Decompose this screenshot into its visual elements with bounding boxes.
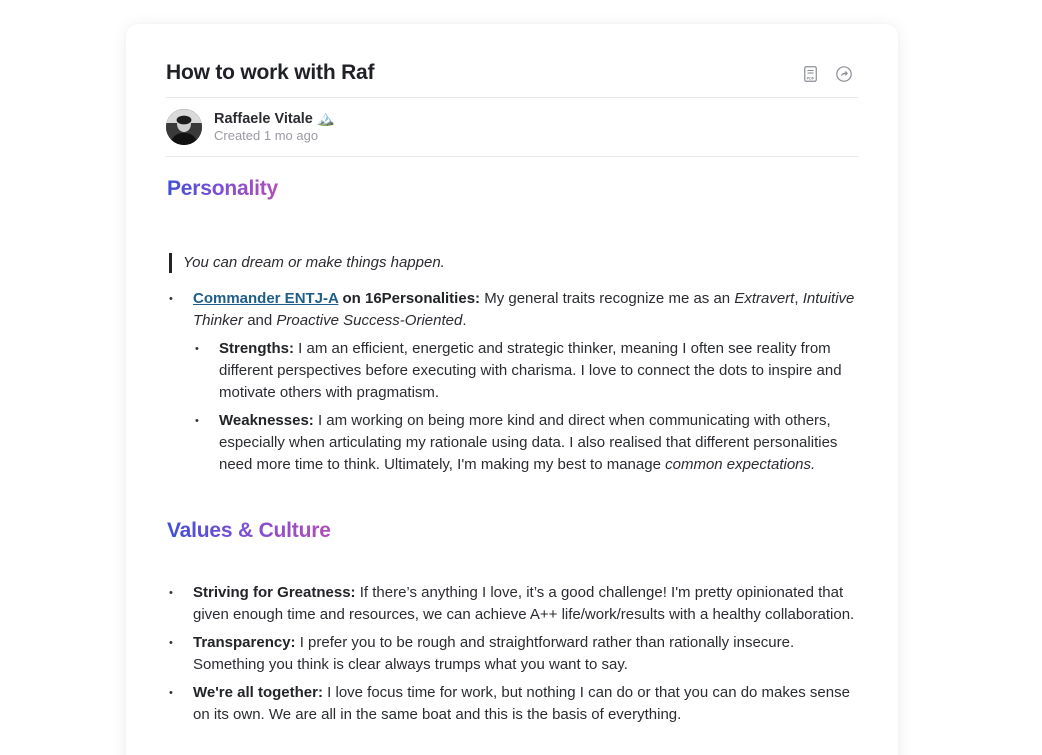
author-name[interactable] <box>214 110 335 128</box>
list-item-text: . <box>462 312 467 329</box>
weaknesses-italic: common expectations. <box>665 456 816 473</box>
avatar[interactable] <box>166 109 202 145</box>
list-item <box>167 682 867 726</box>
list-item-text: , <box>794 290 803 307</box>
strengths-label: Strengths: <box>219 340 294 357</box>
list-item-italic: Extravert <box>734 290 795 307</box>
list-item-italic: Proactive Success-Oriented <box>276 312 463 329</box>
header-actions <box>802 66 852 82</box>
list-item <box>167 288 867 476</box>
export-pdf-button[interactable] <box>802 66 818 82</box>
values-list <box>167 582 867 732</box>
list-item-weaknesses <box>193 410 867 476</box>
value-label: Transparency: <box>193 634 296 651</box>
author-row <box>166 97 858 157</box>
personality-sublist <box>193 338 867 476</box>
list-item <box>167 582 867 626</box>
document-header <box>166 60 858 98</box>
mountain-emoji-icon: 🏔️ <box>316 111 335 127</box>
value-text: If there’s anything I love, it’s a good challenge! I'm pretty opinionated that given enough time and resources, we can achieve A++ life/work/results with a healthy collaboration. <box>193 584 855 623</box>
list-item-italic: Intuitive Thinker <box>193 290 855 329</box>
share-icon <box>836 66 852 82</box>
pdf-icon <box>804 66 817 82</box>
author-name-text: Raffaele Vitale <box>214 111 313 127</box>
weaknesses-label: Weaknesses: <box>219 412 314 429</box>
personality-list <box>167 288 867 482</box>
list-item <box>167 632 867 676</box>
weaknesses-text: I am working on being more kind and direct when communicating with others, especially when articulating my rationale using data. I also realised that different personalities need more time to think. Ultimately, I'm making my best to manage <box>219 412 838 473</box>
created-timestamp: Created 1 mo ago <box>214 128 319 143</box>
page-title: How to work with Raf <box>166 61 375 84</box>
list-item-text: My general traits recognize me as an <box>480 290 735 307</box>
value-text: I love focus time for work, but nothing I can do or that you can do makes sense on its own. We are all in the same boat and this is the basis of everything. <box>193 684 850 723</box>
heading-values-culture: Values & Culture <box>167 516 331 546</box>
list-item-bold: on 16Personalities: <box>338 290 481 307</box>
strengths-text: I am an efficient, energetic and strategic thinker, meaning I often see reality from different perspectives before executing with charisma. I love to connect the dots to inspire and motivate others with pragmatism. <box>219 340 842 401</box>
list-item-strengths <box>193 338 867 404</box>
avatar-image <box>166 109 202 145</box>
value-text: I prefer you to be rough and straightforward rather than rationally insecure. Something you think is clear always trumps what you want to say. <box>193 634 795 673</box>
svg-text:PDF: PDF <box>806 76 814 81</box>
document-card <box>126 24 898 755</box>
commander-entj-link[interactable]: Commander ENTJ-A <box>193 290 339 307</box>
share-button[interactable] <box>836 66 852 82</box>
blockquote: You can dream or make things happen. <box>169 253 445 273</box>
value-label: We're all together: <box>193 684 323 701</box>
value-label: Striving for Greatness: <box>193 584 356 601</box>
list-item-text: and <box>243 312 277 329</box>
heading-personality: Personality <box>167 174 278 204</box>
